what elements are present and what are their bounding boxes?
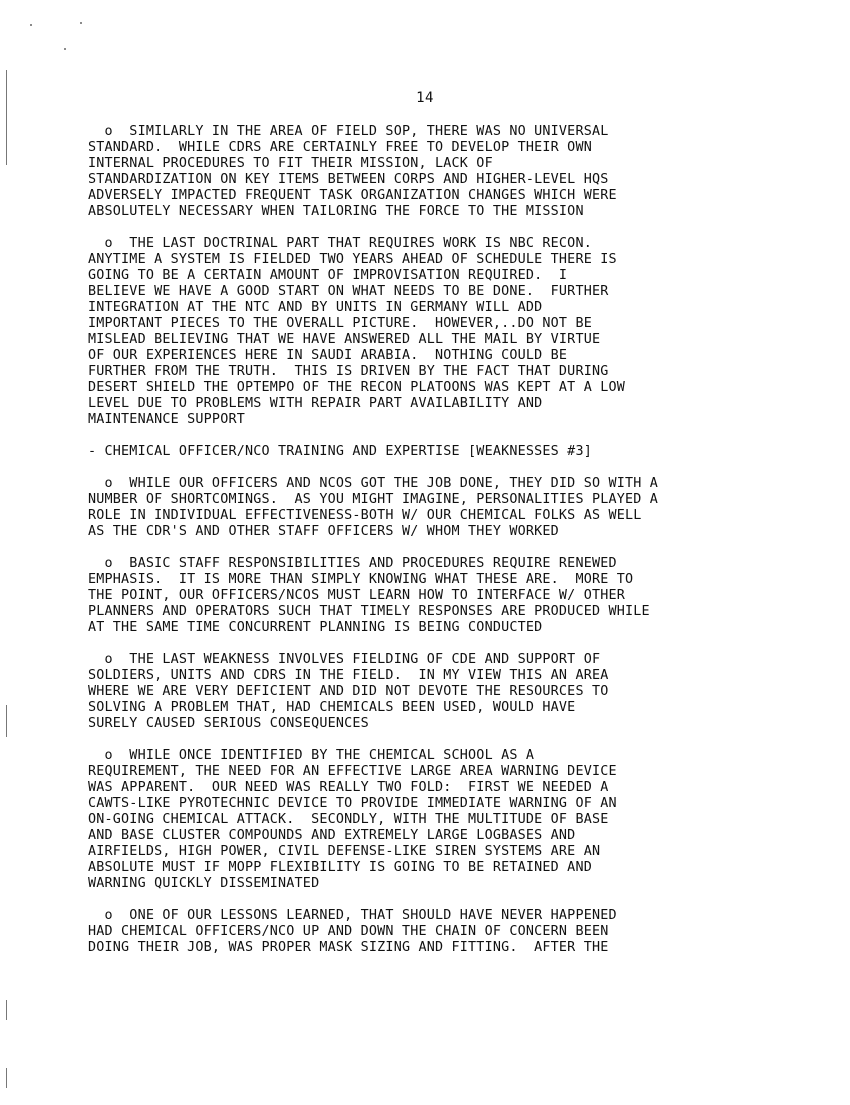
paragraph-mask-sizing: o ONE OF OUR LESSONS LEARNED, THAT SHOULD HAVE NEVER HAPPENED HAD CHEMICAL OFFICERS/NCO UP AND DOWN THE CHAIN OF CONCERN BEEN DOING THEIR JOB, WAS PROPER MASK SIZING AND FITTING. AFTER THE [88,908,617,955]
paragraph-cde-fielding: o THE LAST WEAKNESS INVOLVES FIELDING OF CDE AND SUPPORT OF SOLDIERS, UNITS AND CDRS IN THE FIELD. IN MY VIEW THIS AN AREA WHERE WE ARE VERY DEFICIENT AND DID NOT DEVOTE THE RESOURCES TO SOLVING A PROBLEM THAT, HAD CHEMICALS BEEN USED, WOULD HAVE SURELY CAUSED SERIOUS CONSEQUENCES [88,652,609,731]
document-body [88,124,828,972]
scan-margin-line [6,1068,7,1088]
paragraph-officers-ncos: o WHILE OUR OFFICERS AND NCOS GOT THE JOB DONE, THEY DID SO WITH A NUMBER OF SHORTCOMINGS. AS YOU MIGHT IMAGINE, PERSONALITIES PLAYED A ROLE IN INDIVIDUAL EFFECTIVENESS-BOTH W/ OUR CHEMICAL FOLKS AS WELL AS THE CDR'S AND OTHER STAFF OFFICERS W/ WHOM THEY WORKED [88,476,659,539]
paragraph-warning-device: o WHILE ONCE IDENTIFIED BY THE CHEMICAL SCHOOL AS A REQUIREMENT, THE NEED FOR AN EFFECTIVE LARGE AREA WARNING DEVICE WAS APPARENT. OUR NEED WAS REALLY TWO FOLD: FIRST WE NEEDED A CAWTS-LIKE PYROTECHNIC DEVICE TO PROVIDE IMMEDIATE WARNING OF AN ON-GOING CHEMICAL ATTACK. SECONDLY, WITH THE MULTITUDE OF BASE AND BASE CLUSTER COMPOUNDS AND EXTREMELY LARGE LOGBASES AND AIRFIELDS, HIGH POWER, CIVIL DEFENSE-LIKE SIREN SYSTEMS ARE AN ABSOLUTE MUST IF MOPP FLEXIBILITY IS GOING TO BE RETAINED AND WARNING QUICKLY DISSEMINATED [88,748,617,891]
paragraph-field-sop: o SIMILARLY IN THE AREA OF FIELD SOP, THERE WAS NO UNIVERSAL STANDARD. WHILE CDRS ARE CERTAINLY FREE TO DEVELOP THEIR OWN INTERNAL PROCEDURES TO FIT THEIR MISSION, LACK OF STANDARDIZATION ON KEY ITEMS BETWEEN CORPS AND HIGHER-LEVEL HQS ADVERSELY IMPACTED FREQUENT TASK ORGANIZATION CHANGES WHICH WERE ABSOLUTELY NECESSARY WHEN TAILORING THE FORCE TO THE MISSION [88,124,617,219]
scan-margin-line [6,1000,7,1020]
scan-margin-line [6,70,7,165]
scan-margin-line [6,705,7,737]
page-number: 14 [416,90,434,106]
scan-speck [30,24,32,26]
scan-speck [80,22,82,24]
section-heading-chemical-training: - CHEMICAL OFFICER/NCO TRAINING AND EXPERTISE [WEAKNESSES #3] [88,444,592,459]
scan-speck [64,48,66,50]
paragraph-nbc-recon: o THE LAST DOCTRINAL PART THAT REQUIRES WORK IS NBC RECON. ANYTIME A SYSTEM IS FIELDED TWO YEARS AHEAD OF SCHEDULE THERE IS GOING TO BE A CERTAIN AMOUNT OF IMPROVISATION REQUIRED. I BELIEVE WE HAVE A GOOD START ON WHAT NEEDS TO BE DONE. FURTHER INTEGRATION AT THE NTC AND BY UNITS IN GERMANY WILL ADD IMPORTANT PIECES TO THE OVERALL PICTURE. HOWEVER,..DO NOT BE MISLEAD BELIEVING THAT WE HAVE ANSWERED ALL THE MAIL BY VIRTUE OF OUR EXPERIENCES HERE IN SAUDI ARABIA. NOTHING COULD BE FURTHER FROM THE TRUTH. THIS IS DRIVEN BY THE FACT THAT DURING DESERT SHIELD THE OPTEMPO OF THE RECON PLATOONS WAS KEPT AT A LOW LEVEL DUE TO PROBLEMS WITH REPAIR PART AVAILABILITY AND MAINTENANCE SUPPORT [88,236,626,427]
paragraph-staff-responsibilities: o BASIC STAFF RESPONSIBILITIES AND PROCEDURES REQUIRE RENEWED EMPHASIS. IT IS MORE THAN SIMPLY KNOWING WHAT THESE ARE. MORE TO THE POINT, OUR OFFICERS/NCOS MUST LEARN HOW TO INTERFACE W/ OTHER PLANNERS AND OPERATORS SUCH THAT TIMELY RESPONSES ARE PRODUCED WHILE AT THE SAME TIME CONCURRENT PLANNING IS BEING CONDUCTED [88,556,650,635]
